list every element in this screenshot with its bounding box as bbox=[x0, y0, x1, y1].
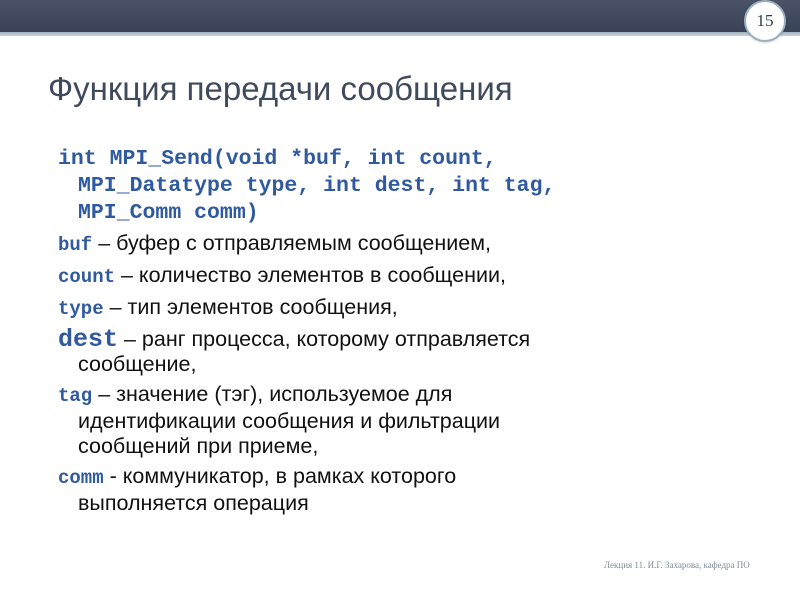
param-type bbox=[58, 295, 758, 322]
param-desc-tag-line-3: сообщений при приеме, bbox=[78, 434, 319, 458]
param-desc-count-line-1: – количество элементов в сообщении, bbox=[121, 263, 506, 287]
param-desc-tag-line-2: идентификации сообщения и фильтрации bbox=[78, 409, 501, 433]
signature-line-2: MPI_Datatype type, int dest, int tag, bbox=[78, 174, 556, 198]
param-desc-dest-line-2: сообщение, bbox=[78, 352, 197, 376]
param-desc-type-line-1: – тип элементов сообщения, bbox=[109, 295, 398, 319]
slide-title: Функция передачи сообщения bbox=[48, 70, 513, 107]
param-buf bbox=[58, 231, 758, 258]
header-accent-line bbox=[0, 32, 800, 36]
param-comm bbox=[58, 464, 758, 516]
param-desc-tag-line-1: – значение (тэг), используемое для bbox=[98, 382, 453, 406]
param-tag bbox=[58, 382, 758, 459]
header-bar bbox=[0, 0, 800, 32]
param-dest bbox=[58, 327, 758, 377]
function-signature bbox=[58, 146, 758, 227]
param-desc-comm-line-2: выполняется операция bbox=[78, 491, 309, 515]
param-name-tag: tag bbox=[58, 385, 93, 407]
param-count bbox=[58, 263, 758, 290]
param-name-buf: buf bbox=[58, 234, 93, 256]
signature-line-3: MPI_Comm comm) bbox=[78, 201, 259, 225]
param-name-count: count bbox=[58, 266, 116, 288]
param-desc-comm-line-1: - коммуникатор, в рамках которого bbox=[109, 464, 457, 488]
param-name-comm: comm bbox=[58, 467, 104, 489]
slide-content bbox=[58, 146, 758, 521]
param-name-dest: dest bbox=[58, 325, 119, 354]
param-desc-dest-line-1: – ранг процесса, которому отправляется bbox=[124, 327, 531, 351]
slide-number-badge bbox=[744, 0, 786, 42]
param-desc-buf-line-1: – буфер с отправляемым сообщением, bbox=[98, 231, 491, 255]
slide-number: 15 bbox=[756, 11, 774, 30]
slide-footer: Лекция 11. И.Г. Захарова, кафедра ПО bbox=[604, 560, 750, 570]
param-name-type: type bbox=[58, 298, 104, 320]
signature-line-1: int MPI_Send(void *buf, int count, bbox=[58, 147, 497, 171]
